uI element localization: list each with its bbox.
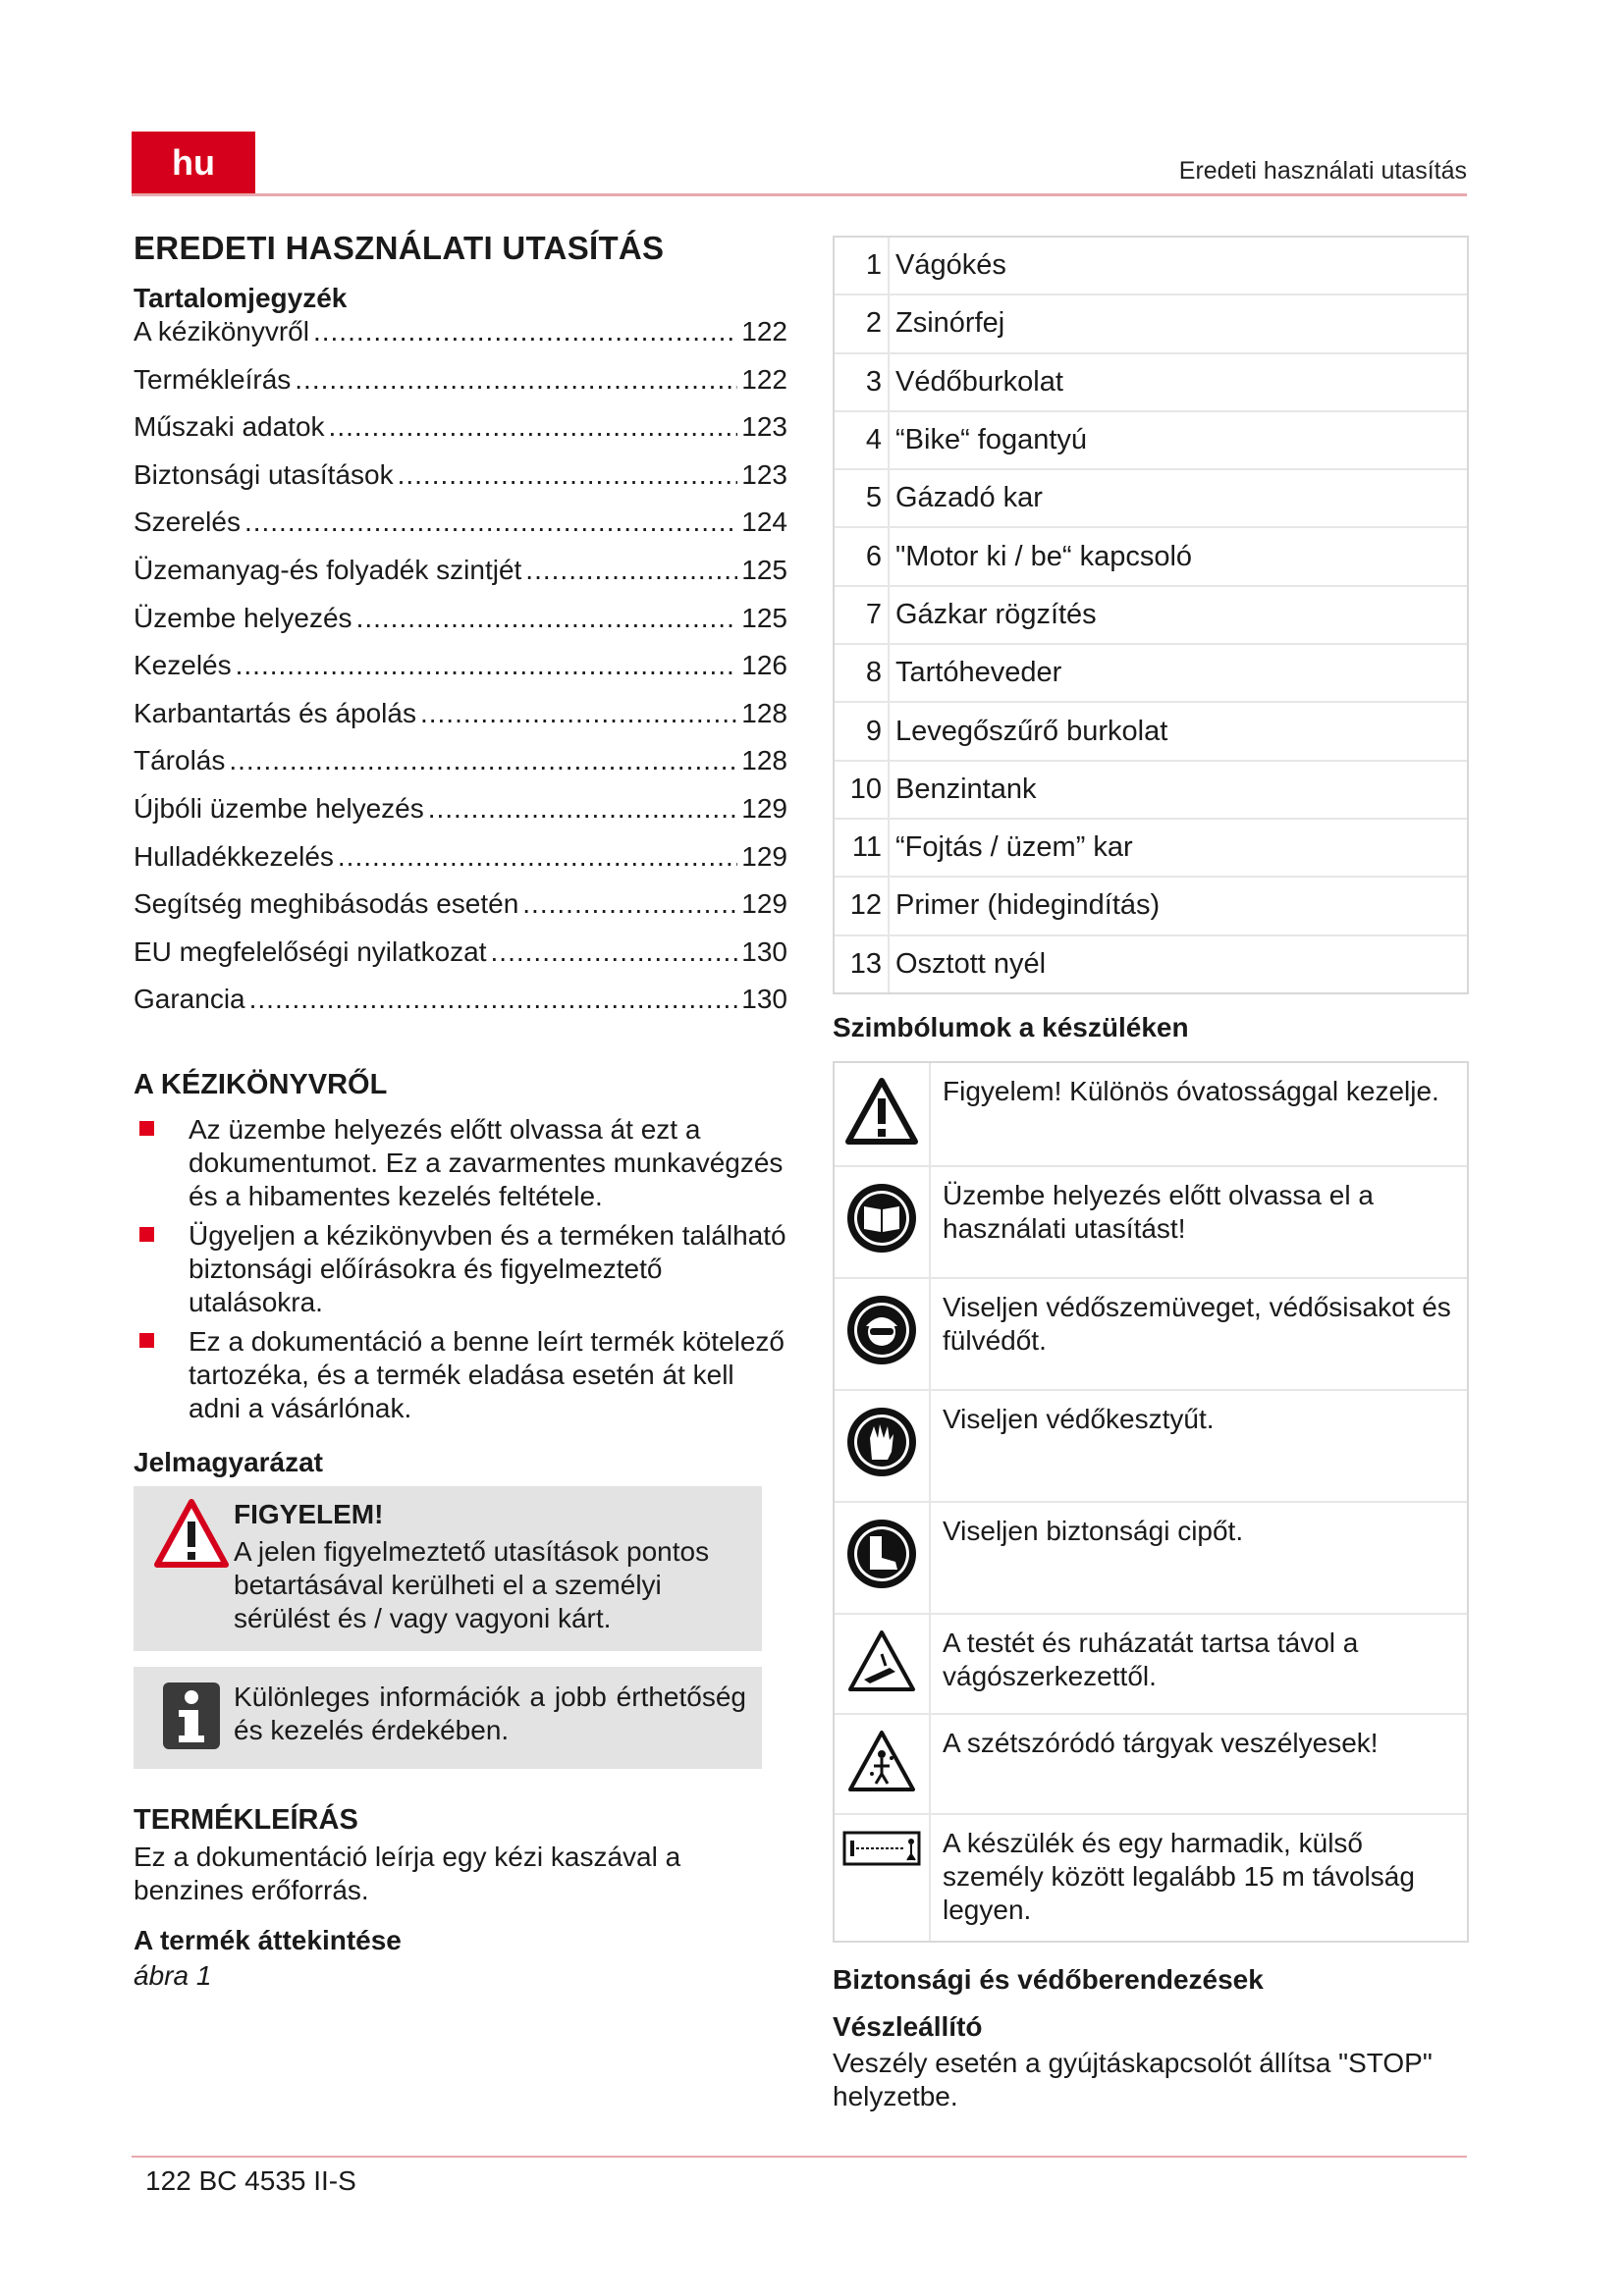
part-number: 10: [835, 762, 890, 818]
toc-leader-dots: [525, 555, 737, 586]
symbol-row: [835, 1063, 1467, 1167]
toc-entry-title: Termékleírás: [134, 363, 292, 395]
symbol-row: [835, 1715, 1467, 1815]
right-column: [833, 236, 1469, 2113]
footer-text: 122 BC 4535 II-S: [145, 2165, 356, 2196]
blade-hazard-icon: [835, 1615, 931, 1713]
bullet-square: [139, 1333, 154, 1348]
symbol-text: Viseljen védőkesztyűt.: [943, 1403, 1215, 1434]
about-bullet-list: [134, 1113, 787, 1425]
toc-entry-page: 124: [741, 507, 787, 538]
symbols-table: [833, 1061, 1469, 1943]
part-row: [835, 412, 1467, 470]
part-number: 5: [835, 470, 890, 526]
warning-text: A jelen figyelmeztető utasítások pontos betartásával kerülheti el a személyi sérülést és / vagy vagyoni kárt.: [234, 1535, 710, 1633]
symbol-text: Figyelem! Különös óvatossággal kezelje.: [943, 1075, 1439, 1106]
part-number: 7: [835, 587, 890, 643]
part-row: [835, 703, 1467, 761]
legend-title: Jelmagyarázat: [134, 1446, 324, 1477]
toc-entry[interactable]: [134, 936, 787, 985]
part-label: "Motor ki / be“ kapcsoló: [895, 540, 1193, 572]
symbol-text: A testét és ruházatát tartsa távol a vágószerkezettől.: [943, 1627, 1359, 1691]
toc-entry-title: EU megfelelőségi nyilatkozat: [134, 935, 487, 967]
toc-leader-dots: [338, 841, 737, 873]
part-label: Védőburkolat: [895, 365, 1063, 398]
toc-leader-dots: [236, 650, 738, 681]
toc-entry-page: 123: [741, 411, 787, 443]
part-label: Benzintank: [895, 773, 1037, 805]
part-number: 13: [835, 936, 890, 992]
toc-entry-page: 128: [741, 745, 787, 776]
symbol-text: Viseljen biztonsági cipőt.: [943, 1515, 1244, 1546]
symbol-text: A szétszóródó tárgyak veszélyesek!: [943, 1727, 1379, 1758]
header-divider: [132, 193, 1467, 196]
part-label: “Bike“ fogantyú: [895, 424, 1088, 456]
symbol-text: Viseljen védőszemüveget, védősisakot és fülvédőt.: [943, 1291, 1451, 1356]
about-bullet: [134, 1325, 787, 1425]
toc-entry-title: Üzemanyag-és folyadék szintjét: [134, 554, 522, 585]
info-icon: [149, 1681, 234, 1757]
left-column: [134, 230, 787, 1992]
toc-entry-page: 130: [741, 984, 787, 1015]
part-row: [835, 470, 1467, 528]
about-bullet-text: Ügyeljen a kézikönyvben és a terméken található biztonsági előírásokra és figyelmeztető utalásokra.: [189, 1219, 786, 1317]
part-row: [835, 878, 1467, 935]
info-box: [134, 1667, 762, 1769]
toc-entry-title: Segítség meghibásodás esetén: [134, 888, 519, 920]
toc-entry[interactable]: [134, 316, 787, 364]
part-label: Gázadó kar: [895, 482, 1043, 514]
toc-entry[interactable]: [134, 555, 787, 603]
language-tab: hu: [132, 132, 255, 194]
distance-15m-icon: [835, 1815, 931, 1941]
toc-entry-page: 126: [741, 650, 787, 681]
part-row: [835, 295, 1467, 353]
part-row: [835, 354, 1467, 412]
bullet-square: [139, 1227, 154, 1242]
safety-boots-icon: [835, 1503, 931, 1613]
part-label: Osztott nyél: [895, 947, 1047, 980]
part-label: Tartóheveder: [895, 657, 1062, 689]
toc-entry[interactable]: [134, 507, 787, 555]
read-manual-icon: [835, 1167, 931, 1277]
part-row: [835, 238, 1467, 295]
toc-entry-title: A kézikönyvről: [134, 316, 309, 347]
toc-entry[interactable]: [134, 603, 787, 651]
toc-entry-page: 123: [741, 458, 787, 490]
part-number: 12: [835, 878, 890, 934]
toc-entry[interactable]: [134, 793, 787, 841]
toc-entry[interactable]: [134, 459, 787, 507]
toc-entry[interactable]: [134, 984, 787, 1032]
overview-heading: A termék áttekintése: [134, 1924, 402, 1955]
toc-entry-page: 129: [741, 840, 787, 872]
emergency-text: Veszély esetén a gyújtáskapcsolót állítsa "STOP" helyzetbe.: [833, 2047, 1433, 2111]
warning-box: [134, 1486, 762, 1651]
toc-entry-title: Tárolás: [134, 745, 226, 776]
figure-reference: ábra 1: [134, 1959, 212, 1991]
symbol-row: [835, 1167, 1467, 1279]
toc-entry-title: Műszaki adatok: [134, 411, 325, 443]
symbol-row: [835, 1391, 1467, 1503]
toc-entry-page: 129: [741, 888, 787, 920]
footer-divider: [132, 2156, 1467, 2158]
product-heading: TERMÉKLEÍRÁS: [134, 1803, 358, 1836]
protective-gear-icon: [835, 1279, 931, 1389]
symbol-text: A készülék és egy harmadik, külső személy között legalább 15 m távolság legyen.: [943, 1827, 1415, 1925]
toc-leader-dots: [356, 603, 738, 634]
header-title: Eredeti használati utasítás: [1178, 157, 1467, 185]
toc-entry-page: 122: [741, 363, 787, 395]
parts-table: [833, 236, 1469, 994]
toc-entry-page: 125: [741, 602, 787, 633]
part-label: Gázkar rögzítés: [895, 598, 1097, 630]
part-number: 9: [835, 703, 890, 759]
part-number: 8: [835, 645, 890, 701]
toc-entry-page: 128: [741, 697, 787, 728]
symbol-row: [835, 1503, 1467, 1615]
toc-leader-dots: [229, 745, 737, 776]
toc-entry-title: Üzembe helyezés: [134, 602, 352, 633]
toc-entry-page: 130: [741, 935, 787, 967]
toc-entry-title: Kezelés: [134, 650, 232, 681]
toc-leader-dots: [313, 316, 737, 347]
toc-entry[interactable]: [134, 745, 787, 793]
toc-entry-title: Szerelés: [134, 507, 241, 538]
product-text: Ez a dokumentáció leírja egy kézi kaszával a benzines erőforrás.: [134, 1841, 681, 1905]
toc-entry[interactable]: [134, 698, 787, 746]
bullet-square: [139, 1121, 154, 1136]
toc-entry-title: Hulladékkezelés: [134, 840, 334, 872]
warning-icon: [149, 1498, 234, 1639]
part-row: [835, 645, 1467, 703]
part-row: [835, 587, 1467, 645]
table-of-contents: [134, 316, 787, 1032]
toc-entry-page: 122: [741, 316, 787, 347]
toc-entry[interactable]: [134, 650, 787, 698]
toc-entry[interactable]: [134, 841, 787, 889]
about-bullet: [134, 1113, 787, 1213]
page-heading: EREDETI HASZNÁLATI UTASÍTÁS: [134, 230, 665, 266]
symbol-row: [835, 1279, 1467, 1391]
part-label: Vágókés: [895, 249, 1006, 282]
part-row: [835, 936, 1467, 992]
toc-title: Tartalomjegyzék: [134, 283, 348, 313]
part-number: 1: [835, 238, 890, 294]
part-number: 6: [835, 528, 890, 584]
symbol-text: Üzembe helyezés előtt olvassa el a használati utasítást!: [943, 1179, 1374, 1244]
toc-leader-dots: [420, 698, 737, 729]
safety-heading: Biztonsági és védőberendezések: [833, 1963, 1264, 1995]
toc-leader-dots: [398, 459, 738, 491]
part-row: [835, 528, 1467, 586]
symbol-row: [835, 1815, 1467, 1941]
part-number: 3: [835, 354, 890, 410]
part-row: [835, 820, 1467, 878]
gloves-icon: [835, 1391, 931, 1501]
about-heading: A KÉZIKÖNYVRŐL: [134, 1068, 388, 1100]
part-label: “Fojtás / üzem” kar: [895, 831, 1133, 864]
toc-entry-page: 129: [741, 792, 787, 824]
part-label: Levegőszűrő burkolat: [895, 715, 1168, 747]
warning-triangle-icon: [835, 1063, 931, 1165]
info-text: Különleges információk a jobb érthetőség és kezelés érdekében.: [234, 1681, 746, 1745]
toc-entry-title: Garancia: [134, 984, 245, 1015]
emergency-heading: Vészleállító: [833, 2010, 983, 2042]
toc-entry[interactable]: [134, 364, 787, 412]
toc-entry-title: Újbóli üzembe helyezés: [134, 792, 424, 824]
about-bullet: [134, 1219, 787, 1319]
toc-entry[interactable]: [134, 411, 787, 459]
symbols-heading: Szimbólumok a készüléken: [833, 1011, 1189, 1042]
part-number: 2: [835, 295, 890, 351]
toc-leader-dots: [244, 507, 737, 538]
toc-entry-title: Karbantartás és ápolás: [134, 697, 416, 728]
symbol-row: [835, 1615, 1467, 1715]
about-bullet-text: Ez a dokumentáció a benne leírt termék kötelező tartozéka, és a termék eladása esetén át kell adni a vásárlónak.: [189, 1325, 785, 1423]
part-label: Primer (hidegindítás): [895, 889, 1161, 922]
toc-leader-dots: [295, 364, 737, 396]
toc-entry-page: 125: [741, 554, 787, 585]
part-label: Zsinórfej: [895, 307, 1005, 340]
part-row: [835, 762, 1467, 820]
toc-leader-dots: [329, 411, 738, 443]
toc-leader-dots: [249, 984, 738, 1015]
toc-leader-dots: [522, 888, 737, 920]
toc-entry[interactable]: [134, 888, 787, 936]
warning-title: FIGYELEM!: [234, 1498, 384, 1529]
part-number: 4: [835, 412, 890, 468]
flying-objects-icon: [835, 1715, 931, 1813]
toc-leader-dots: [491, 936, 738, 968]
part-number: 11: [835, 820, 890, 876]
toc-entry-title: Biztonsági utasítások: [134, 458, 394, 490]
about-bullet-text: Az üzembe helyezés előtt olvassa át ezt a dokumentumot. Ez a zavarmentes munkavégzés és a hibamentes kezelés feltétele.: [189, 1113, 784, 1211]
toc-leader-dots: [428, 793, 738, 825]
